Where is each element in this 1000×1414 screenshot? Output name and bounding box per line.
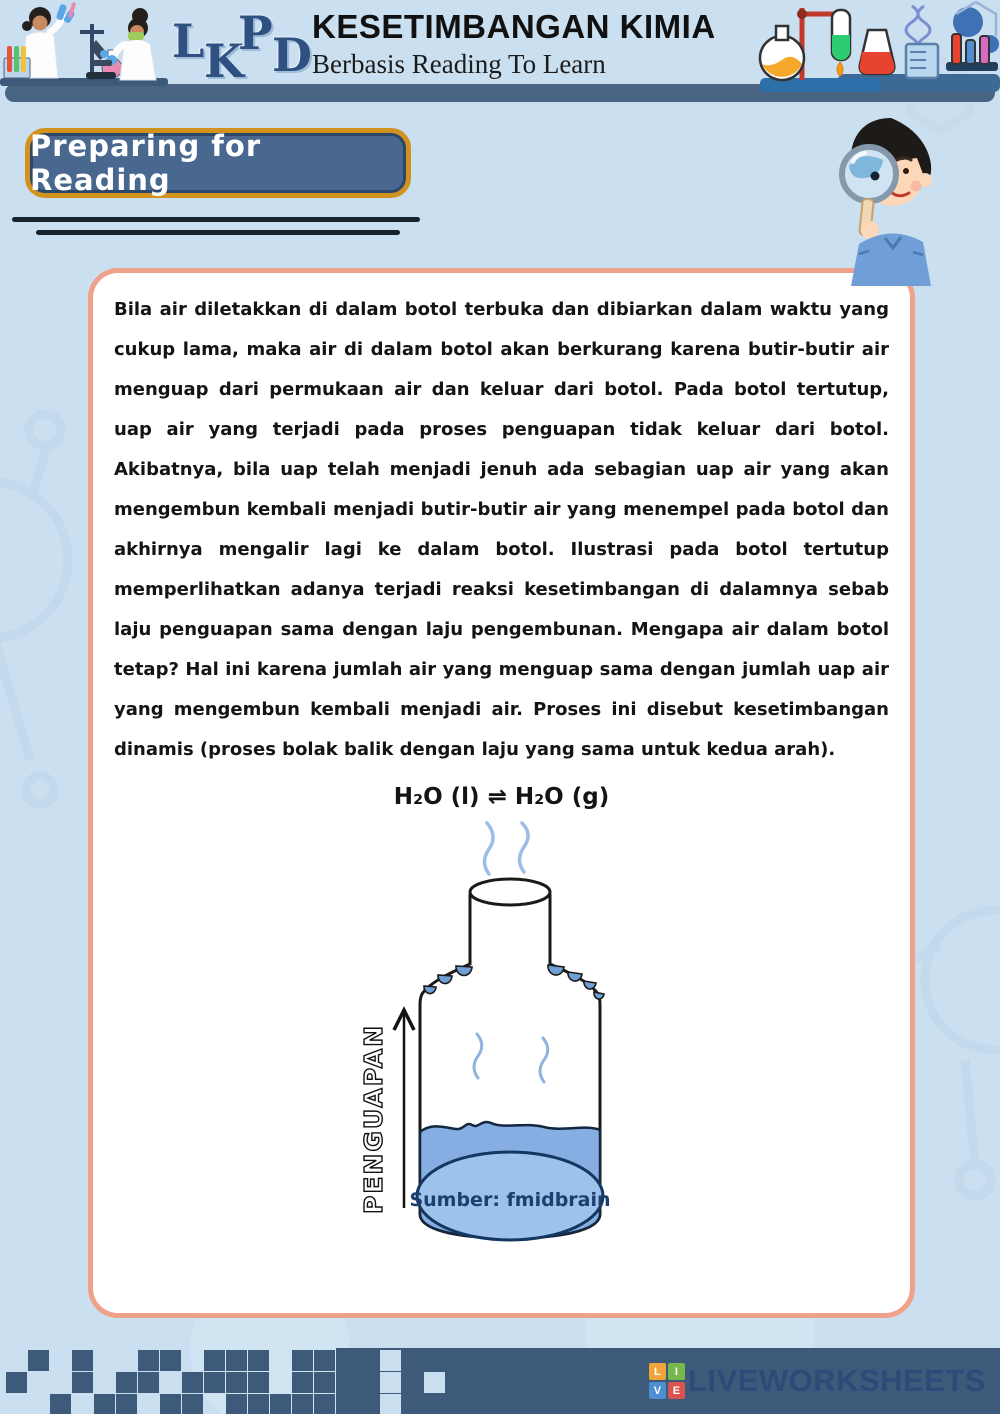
worksheet-subtitle: Berbasis Reading To Learn: [312, 49, 606, 79]
lkpd-letter: L: [172, 14, 205, 68]
title-block: [312, 8, 752, 80]
liveworksheets-tile-icon: [649, 1363, 685, 1399]
decorative-rule: [36, 230, 400, 235]
bottle-illustration: [352, 816, 652, 1254]
evaporation-arrow: [394, 1010, 414, 1208]
logo-tile: L: [649, 1363, 666, 1380]
logo-tile: E: [668, 1382, 685, 1399]
logo-tile: I: [668, 1363, 685, 1380]
lkpd-letter: K: [204, 34, 244, 88]
lkpd-letter: D: [272, 28, 312, 82]
reading-paragraph: Bila air diletakkan di dalam botol terbuka dan dibiarkan dalam waktu yang cukup lama, maka air di dalam botol akan berkurang karena butir-butir air menguap dari permukaan air dan keluar dari botol. Pada botol tertutup, uap air yang terjadi pada proses penguapan tidak keluar dari botol. Akibatnya, bila uap telah menjadi jenuh ada sebagian uap air yang akan mengembun kembali menjadi butir-butir air yang menempel pada botol dan akhirnya mengalir lagi ke dalam botol. Ilustrasi pada botol tertutup memperlihatkan adanya terjadi reaksi kesetimbangan di dalamnya sebab laju penguapan sama dengan laju pengembunan. Mengapa air dalam botol tetap? Hal ini karena jumlah air yang menguap sama dengan jumlah uap air yang mengembun kembali menjadi air. Proses ini disebut kesetimbangan dinamis (proses bolak balik dengan laju yang sama untuk kedua arah).: [114, 299, 889, 760]
reading-passage-card: [88, 268, 915, 1318]
liveworksheets-logo[interactable]: [649, 1363, 986, 1399]
equilibrium-equation: H₂O (l) ⇌ H₂O (g): [393, 784, 610, 810]
source-caption: Sumber: fmidbrain: [408, 1189, 611, 1211]
section-badge-preparing-for-reading: [25, 128, 411, 198]
footer-pixel-mosaic: [0, 1348, 480, 1414]
lkpd-logo: [172, 6, 332, 92]
evaporation-label: PENGUAPAN: [358, 1023, 388, 1214]
steam-outside-icon: [484, 823, 528, 874]
decorative-rule: [12, 217, 420, 222]
header: [0, 0, 1000, 104]
worksheet-title: KESETIMBANGAN KIMIA: [312, 8, 716, 45]
scientists-illustration: [0, 2, 170, 94]
chemistry-lab-illustration: [740, 0, 1000, 96]
boy-with-magnifying-glass-illustration: [831, 114, 949, 286]
logo-tile: V: [649, 1382, 666, 1399]
lkpd-letter: P: [238, 6, 273, 60]
section-badge-label: Preparing for Reading: [30, 129, 262, 197]
liveworksheets-wordmark: LIVEWORKSHEETS: [687, 1363, 986, 1398]
